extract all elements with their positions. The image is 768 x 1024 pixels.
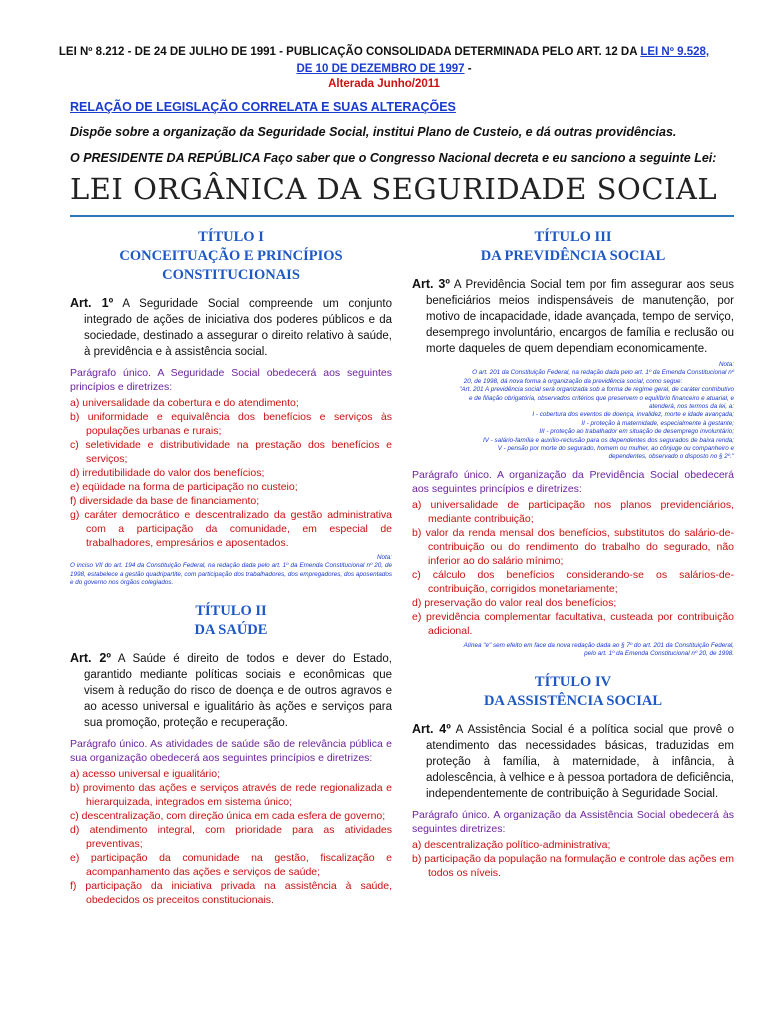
list-item: b) participação da população na formulação e controle das ações em todos os níveis. bbox=[412, 852, 734, 879]
titulo1-items bbox=[70, 396, 392, 550]
article-1-label: Art. 1º bbox=[70, 296, 114, 310]
page-title: LEI ORGÂNICA DA SEGURIDADE SOCIAL bbox=[70, 172, 718, 206]
titulo2-subheading: DA SAÚDE bbox=[194, 621, 268, 638]
article-4 bbox=[412, 721, 734, 802]
article-1-text: A Seguridade Social compreende um conjunto integrado de ações de iniciativa dos poderes públicos e da sociedade, destinado a assegurar o direito relativo à saúde, à previdência e à assistência social. bbox=[84, 298, 392, 358]
intro-dispoe: Dispõe sobre a organização da Seguridade Social, institui Plano de Custeio, e dá outras providências. bbox=[70, 125, 677, 139]
list-item: f) diversidade da base de financiamento; bbox=[70, 495, 260, 507]
list-item: a) acesso universal e igualitário; bbox=[70, 767, 220, 780]
article-3-label: Art. 3º bbox=[412, 277, 450, 291]
titulo4-heading: TÍTULO IV bbox=[534, 673, 612, 690]
note-line: O art. 201 da Constituição Federal, na redação dada pelo art. 1º da Emenda Constitucional nº bbox=[472, 369, 734, 377]
list-item: c) cálculo dos benefícios considerando-se os salários-de-contribuição, corrigidos monetariamente; bbox=[412, 568, 734, 595]
titulo3-note2 bbox=[412, 642, 734, 659]
titulo1-paragraph: Parágrafo único. A Seguridade Social obedecerá aos seguintes princípios e diretrizes: bbox=[70, 367, 392, 393]
note-text: O inciso VII do art. 194 da Constituição Federal, na redação dada pelo art. 1º da Emenda Constitucional nº 20, de 1998, estabelece a gestão quadripartite, com participação dos trabalhadores, dos empregadores, dos aposentados e do governo nos órgãos colegiados. bbox=[70, 562, 392, 587]
related-legislation-link[interactable]: RELAÇÃO DE LEGISLAÇÃO CORRELATA E SUAS ALTERAÇÕES bbox=[70, 100, 456, 114]
list-item: d) preservação do valor real dos benefícios; bbox=[412, 596, 617, 609]
header-dash: - bbox=[464, 63, 472, 75]
titulo4-subheading: DA ASSISTÊNCIA SOCIAL bbox=[483, 692, 663, 709]
titulo2-heading: TÍTULO II bbox=[195, 602, 267, 619]
law-9528-link[interactable]: LEI Nº 9.528, bbox=[640, 46, 710, 58]
left-column bbox=[70, 228, 392, 907]
note-line: atenderá, nos termos da lei, a: bbox=[648, 403, 734, 411]
note-line: IV - salário-família e auxílio-reclusão para os dependentes dos segurados de baixa renda; bbox=[483, 436, 734, 444]
list-item: f) participação da iniciativa privada na assistência à saúde, obedecidos os preceitos constitucionais. bbox=[70, 879, 392, 906]
list-item: g) caráter democrático e descentralizado da gestão administrativa com a participação da comunidade, em especial de trabalhadores, empresários e aposentados. bbox=[70, 509, 392, 549]
list-item: e) eqüidade na forma de participação no custeio; bbox=[70, 481, 298, 493]
note-line: I - cobertura dos eventos de doença, invalidez, morte e idade avançada; bbox=[532, 411, 734, 419]
note-label: Nota: bbox=[376, 554, 392, 561]
titulo1-subheading: CONCEITUAÇÃO E PRINCÍPIOS CONSTITUCIONAIS bbox=[119, 248, 343, 283]
note-line: pelo art. 1º da Emenda Constitucional nº 20, de 1998. bbox=[584, 650, 734, 658]
note-label: Nota: bbox=[718, 361, 734, 368]
list-item: c) seletividade e distributividade na prestação dos benefícios e serviços; bbox=[70, 439, 392, 465]
article-1 bbox=[70, 295, 392, 360]
list-item: a) universalidade de participação nos planos previdenciários, mediante contribuição; bbox=[412, 498, 734, 525]
article-4-text: A Assistência Social é a política social que provê o atendimento das necessidades básicas, traduzidas em proteção à família, à maternidade, à infância, à adolescência, à velhice e à pessoa portadora de deficiência, independentemente de contribuição à Seguridade Social. bbox=[426, 723, 734, 800]
titulo4-paragraph: Parágrafo único. A organização da Assistência Social obedecerá às seguintes diretrizes: bbox=[412, 808, 734, 835]
list-item: d) irredutibilidade do valor dos benefícios; bbox=[70, 467, 265, 479]
law-header bbox=[40, 44, 728, 78]
list-item: e) participação da comunidade na gestão, fiscalização e acompanhamento das ações e serviços de saúde; bbox=[70, 851, 392, 878]
header-text: LEI Nº 8.212 - DE 24 DE JULHO DE 1991 - PUBLICAÇÃO CONSOLIDADA DETERMINADA PELO ART. 12 DA bbox=[58, 46, 641, 58]
note-line: "Art. 201 A previdência social será organizada sob a forma de regime geral, de caráter contributivo bbox=[459, 386, 734, 394]
list-item: c) descentralização, com direção única em cada esfera de governo; bbox=[70, 809, 386, 822]
titulo4-items bbox=[412, 838, 734, 880]
list-item: e) previdência complementar facultativa, custeada por contribuição adicional. bbox=[412, 610, 734, 637]
article-4-label: Art. 4º bbox=[412, 721, 451, 736]
titulo3-items bbox=[412, 498, 734, 638]
note-line: e de filiação obrigatória, observados critérios que preservem o equilíbrio financeiro e atuarial, e bbox=[469, 394, 734, 402]
article-3 bbox=[412, 276, 734, 357]
titulo3-heading: TÍTULO III bbox=[534, 229, 612, 245]
note-line: II - proteção à maternidade, especialmente à gestante; bbox=[581, 419, 734, 427]
list-item: a) universalidade da cobertura e do atendimento; bbox=[70, 397, 299, 409]
list-item: b) valor da renda mensal dos benefícios, substitutos do salário-de-contribuição ou do rendimento do trabalho do segurado, não inferior ao do salário mínimo; bbox=[412, 526, 734, 567]
title-divider bbox=[70, 215, 734, 217]
list-item: a) descentralização político-administrativa; bbox=[412, 838, 611, 851]
list-item: d) atendimento integral, com prioridade para as atividades preventivas; bbox=[70, 823, 392, 850]
article-2 bbox=[70, 650, 392, 731]
right-column bbox=[412, 228, 734, 880]
article-3-text: A Previdência Social tem por fim assegurar aos seus beneficiários meios indispensáveis de manutenção, por motivo de incapacidade, idade avançada, tempo de serviço, desemprego involuntário, encargos de família e reclusão ou morte daqueles de quem dependiam economicamente. bbox=[426, 279, 734, 355]
list-item: b) provimento das ações e serviços através de rede regionalizada e hierarquizada, integrados em sistema único; bbox=[70, 781, 392, 808]
titulo3-note bbox=[412, 361, 734, 462]
titulo1-heading: TÍTULO I bbox=[198, 229, 264, 245]
list-item: b) uniformidade e equivalência dos benefícios e serviços às populações urbanas e rurais; bbox=[70, 411, 392, 437]
titulo2-items bbox=[70, 767, 392, 907]
note-line: III - proteção ao trabalhador em situação de desemprego involuntário; bbox=[539, 428, 734, 436]
law-date-link[interactable]: DE 10 DE DEZEMBRO DE 1997 bbox=[296, 63, 465, 75]
titulo1-note bbox=[70, 554, 392, 588]
note-line: Alínea "e" sem efeito em face da nova redação dada ao § 7º do art. 201 da Constituição Federal, bbox=[463, 641, 734, 649]
intro-presidente: O PRESIDENTE DA REPÚBLICA Faço saber que o Congresso Nacional decreta e eu sanciono a seguinte Lei: bbox=[70, 151, 717, 165]
note-line: 20, de 1998, dá nova forma à organização da previdência social, como segue: bbox=[463, 377, 683, 385]
titulo3-paragraph: Parágrafo único. A organização da Previdência Social obedecerá aos seguintes princípios e diretrizes: bbox=[412, 468, 734, 495]
article-2-text: A Saúde é direito de todos e dever do Estado, garantido mediante políticas sociais e econômicas que visem à redução do risco de doença e de outros agravos e ao acesso universal e igualitário às ações e serviços para sua promoção, proteção e recuperação. bbox=[84, 652, 392, 729]
altered-date: Alterada Junho/2011 bbox=[328, 78, 440, 90]
note-line: V - pensão por morte do segurado, homem ou mulher, ao cônjuge ou companheiro e bbox=[497, 445, 734, 453]
article-2-label: Art. 2º bbox=[70, 650, 111, 665]
titulo2-paragraph: Parágrafo único. As atividades de saúde são de relevância pública e sua organização obedecerá aos seguintes princípios e diretrizes: bbox=[70, 737, 392, 764]
note-line: dependentes, observado o disposto no § 2º." bbox=[608, 453, 734, 461]
titulo3-subheading: DA PREVIDÊNCIA SOCIAL bbox=[480, 248, 666, 264]
